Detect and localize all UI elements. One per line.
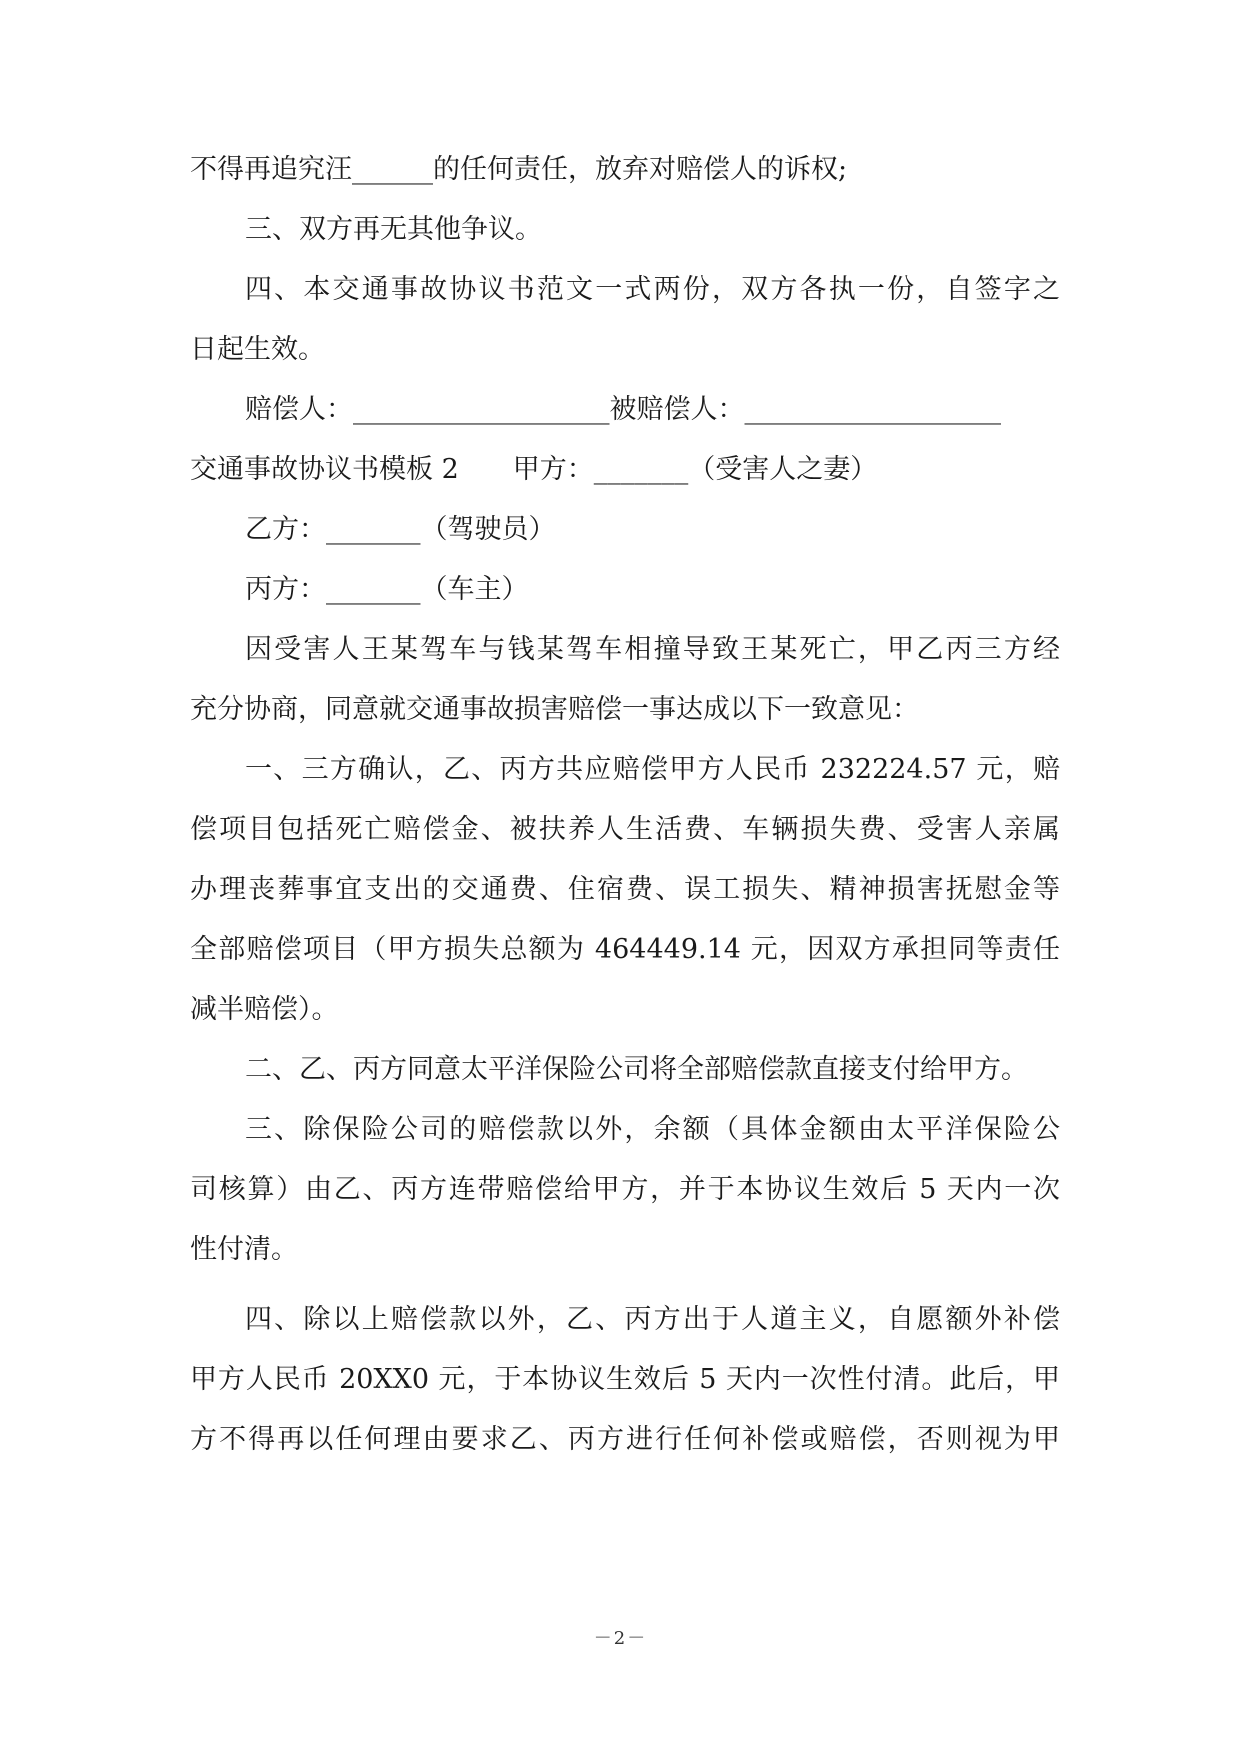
paragraph-line: 一、三方确认，乙、丙方共应赔偿甲方人民币 232224.57 元，赔 [245, 754, 1060, 785]
paragraph-line: 方不得再以任何理由要求乙、丙方进行任何补偿或赔偿，否则视为甲 [190, 1424, 1060, 1455]
signature-line: 赔偿人：___________________被赔偿人：___________________ [245, 394, 1001, 425]
paragraph-line: 减半赔偿）。 [190, 994, 339, 1025]
paragraph-line: 性付清。 [190, 1234, 298, 1265]
paragraph-line: 办理丧葬事宜支出的交通费、住宿费、误工损失、精神损害抚慰金等 [190, 874, 1060, 905]
page-number: －2－ [593, 1628, 648, 1649]
party-c-line: 丙方：_______（车主） [245, 574, 529, 605]
paragraph-line: 四、本交通事故协议书范文一式两份，双方各执一份，自签字之 [245, 274, 1060, 305]
paragraph-line: 偿项目包括死亡赔偿金、被扶养人生活费、车辆损失费、受害人亲属 [190, 814, 1060, 845]
paragraph-line: 四、除以上赔偿款以外，乙、丙方出于人道主义，自愿额外补偿 [245, 1304, 1060, 1335]
paragraph-line: 不得再追究汪______的任何责任，放弃对赔偿人的诉权; [190, 154, 848, 185]
paragraph-line: 日起生效。 [190, 334, 325, 365]
paragraph-line: 因受害人王某驾车与钱某驾车相撞导致王某死亡，甲乙丙三方经 [245, 634, 1060, 665]
paragraph-line: 三、双方再无其他争议。 [245, 214, 542, 245]
party-b-line: 乙方：_______（驾驶员） [245, 514, 556, 545]
paragraph-line: 司核算）由乙、丙方连带赔偿给甲方，并于本协议生效后 5 天内一次 [190, 1174, 1060, 1205]
paragraph-line: 三、除保险公司的赔偿款以外，余额（具体金额由太平洋保险公 [245, 1114, 1060, 1145]
paragraph-line: 全部赔偿项目（甲方损失总额为 464449.14 元，因双方承担同等责任 [190, 934, 1060, 965]
paragraph-line: 甲方人民币 20XX0 元，于本协议生效后 5 天内一次性付清。此后，甲 [190, 1364, 1060, 1395]
paragraph-line: 充分协商，同意就交通事故损害赔偿一事达成以下一致意见： [190, 694, 919, 725]
template-heading-line: 交通事故协议书模板 2 甲方：_______（受害人之妻） [190, 454, 878, 485]
paragraph-line: 二、乙、丙方同意太平洋保险公司将全部赔偿款直接支付给甲方。 [245, 1054, 1028, 1085]
